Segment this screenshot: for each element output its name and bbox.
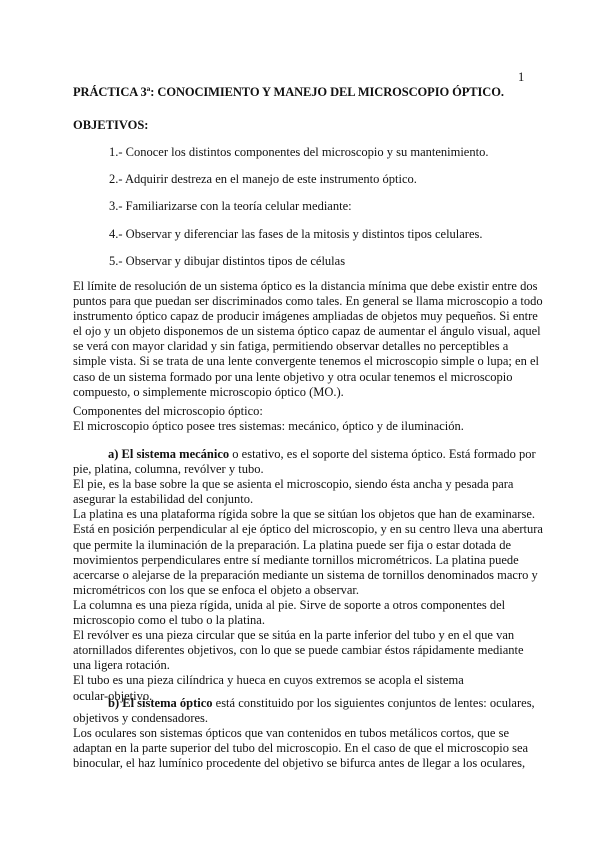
page-title: PRÁCTICA 3ª: CONOCIMIENTO Y MANEJO DEL MICROSCOPIO ÓPTICO.	[73, 85, 504, 99]
text-line: pie, platina, columna, revólver y tubo.	[73, 462, 264, 477]
section-lead-text: o estativo, es el soporte del sistema óptico. Está formado por	[229, 447, 536, 461]
text-line: caso de un sistema formado por una lente objetivo y otra ocular tenemos el microscopio	[73, 369, 513, 384]
text-line: binocular, el haz lumínico procedente del objetivo se bifurca antes de llegar a los oculares,	[73, 756, 526, 771]
text-line: adaptan en la parte superior del tubo del microscopio. En el caso de que el microscopio sea	[73, 741, 529, 756]
text-line: Está en posición perpendicular al eje óptico del microscopio, y en su centro lleva una abertura	[73, 522, 543, 537]
objective-item: 1.- Conocer los distintos componentes del microscopio y su mantenimiento.	[109, 145, 489, 159]
objectives-heading: OBJETIVOS:	[73, 118, 149, 132]
text-line: objetivos y condensadores.	[73, 711, 209, 726]
page-number: 1	[518, 70, 525, 84]
text-line: movimientos perpendiculares entre sí mediante tornillos micrométricos. La platina puede	[73, 552, 519, 567]
text-line: compuesto, o simplemente microscopio óptico (MO.).	[73, 384, 344, 399]
text-line: micrométricos con los que se enfoca el objeto a observar.	[73, 582, 360, 597]
text-line: Los oculares son sistemas ópticos que van contenidos en tubos metálicos cortos, que se	[73, 726, 510, 741]
objective-item: 3.- Familiarizarse con la teoría celular mediante:	[109, 199, 352, 213]
objective-item: 5.- Observar y dibujar distintos tipos de células	[109, 254, 346, 268]
section-lead-text: está constituido por los siguientes conjuntos de lentes: oculares,	[212, 696, 535, 710]
objective-item: 4.- Observar y diferenciar las fases de la mitosis y distintos tipos celulares.	[109, 227, 483, 241]
text-line: atornillados diferentes objetivos, con lo que se puede cambiar éstos rápidamente mediante	[73, 643, 524, 658]
section-label: a) El sistema mecánico	[108, 447, 230, 461]
text-line: La platina es una plataforma rígida sobre la que se sitúan los objetos que han de examinarse.	[73, 507, 535, 522]
text-line: El microscopio óptico posee tres sistemas: mecánico, óptico y de iluminación.	[73, 419, 464, 434]
text-line: asegurar la estabilidad del conjunto.	[73, 492, 254, 507]
text-line: instrumento óptico capaz de producir imágenes ampliadas de objetos muy pequeños. Si entre	[73, 309, 538, 324]
optical-system-section	[73, 696, 533, 771]
text-line: el ojo y un objeto disponemos de un sistema óptico capaz de aumentar el ángulo visual, aquel	[73, 324, 541, 339]
text-line: puntos para que puedan ser discriminados como tales. En general se llama microscopio a todo	[73, 294, 543, 309]
intro-paragraph	[73, 279, 543, 400]
section-label: b) El sistema óptico	[108, 696, 213, 710]
text-line: El revólver es una pieza circular que se sitúa en la parte inferior del tubo y en el que van	[73, 628, 515, 643]
components-paragraph	[73, 404, 533, 434]
text-line: simple vista. Si se trata de una lente convergente tenemos el microscopio simple o lupa; en el	[73, 354, 539, 369]
text-line: ocular-objetivo.	[73, 688, 153, 703]
section-lead-line	[73, 696, 533, 711]
text-line: La columna es una pieza rígida, unida al pie. Sirve de soporte a otros componentes del	[73, 597, 506, 612]
text-line: que permite la iluminación de la preparación. La platina puede ser fija o estar dotada de	[73, 537, 512, 552]
objective-item: 2.- Adquirir destreza en el manejo de este instrumento óptico.	[109, 172, 417, 186]
text-line: una ligera rotación.	[73, 658, 170, 673]
text-line: se verá con mayor claridad y sin fatiga, permitiendo observar detalles no perceptibles a	[73, 339, 509, 354]
text-line: El pie, es la base sobre la que se asienta el microscopio, siendo ésta ancha y pesada para	[73, 477, 514, 492]
mechanical-system-section	[73, 447, 543, 704]
section-lead-line	[73, 447, 536, 462]
text-line: microscopio como el tubo o la platina.	[73, 613, 265, 628]
text-line: Componentes del microscopio óptico:	[73, 404, 263, 418]
text-line: acercarse o alejarse de la preparación mediante un sistema de tornillos denominados macro y	[73, 567, 538, 582]
text-line: El límite de resolución de un sistema óptico es la distancia mínima que debe existir entre dos	[73, 279, 538, 293]
text-line: El tubo es una pieza cilíndrica y hueca en cuyos extremos se acopla el sistema	[73, 673, 464, 688]
